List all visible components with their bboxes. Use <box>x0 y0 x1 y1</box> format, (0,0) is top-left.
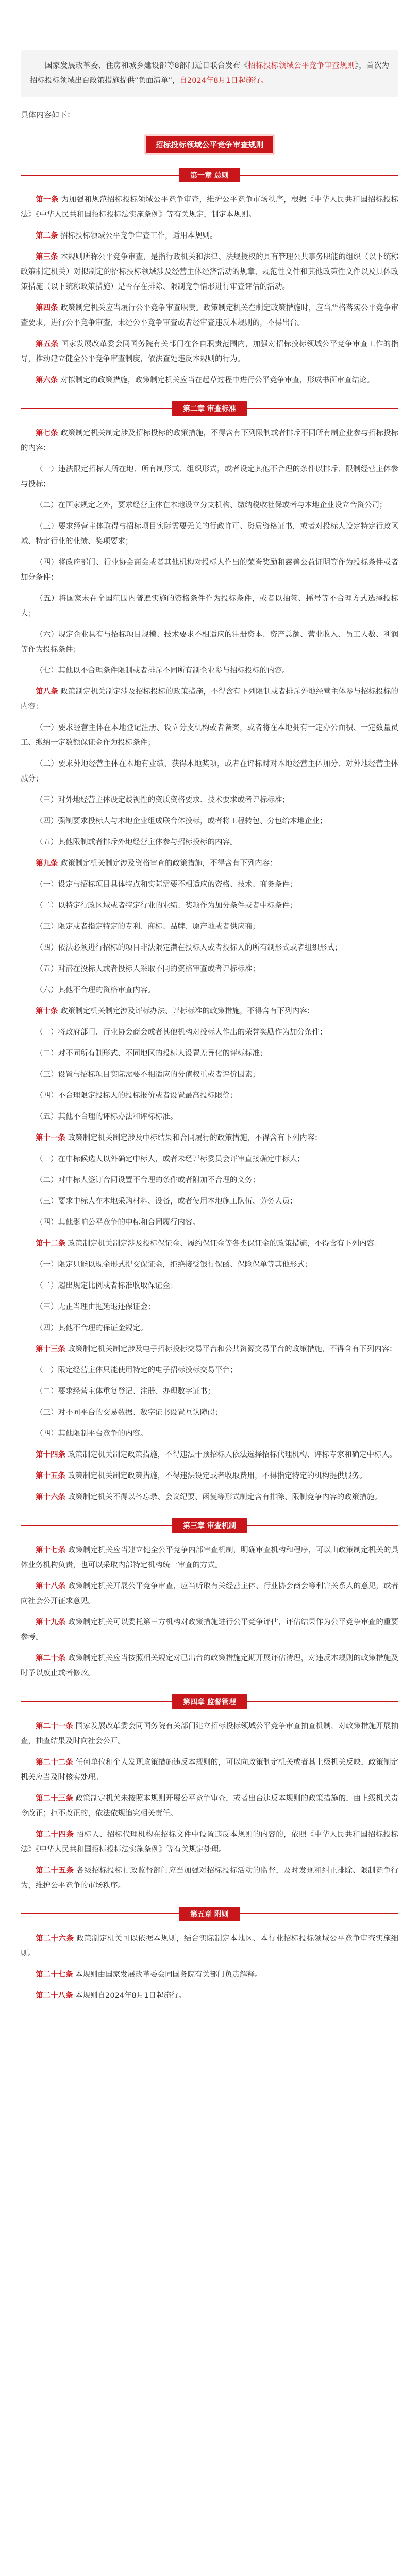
article-number: 第九条 <box>36 859 58 868</box>
article-item <box>21 1215 398 1230</box>
article-text: （二）超出规定比例或者标准收取保证金； <box>36 1282 178 1290</box>
article-text: 政策制定机关不得以备忘录、会议纪要、函复等形式制定含有排除、限制竞争内容的政策措施。 <box>68 1493 382 1501</box>
chapter-heading <box>21 1694 398 1709</box>
article-text: （五）对潜在投标人或者投标人采取不同的资格审查或者评标标准； <box>36 965 260 973</box>
article-text: （二）对中标人签订合同设置不合理的条件或者附加不合理的义务； <box>36 1176 260 1184</box>
article-text: 对拟制定的政策措施，政策制定机关应当在起草过程中进行公平竞争审查，形成书面审查结论。 <box>60 376 375 384</box>
article-text: 政策制定机关制定涉及评标办法、评标标准的政策措施，不得含有下列内容： <box>60 1007 315 1015</box>
article-item <box>21 793 398 808</box>
chapter-heading <box>21 401 398 416</box>
article-number: 第十七条 <box>36 1546 66 1554</box>
chapters-container <box>21 168 398 2004</box>
article-number: 第十五条 <box>36 1472 65 1480</box>
article-text: 政策制定机关制定政策措施，不得违法设定或者收取费用，不得指定特定的机构提供服务。 <box>68 1472 367 1480</box>
divider-line <box>21 1701 172 1702</box>
article-paragraph <box>21 1615 398 1645</box>
article-item <box>21 1258 398 1273</box>
article-text: （三）要求经营主体取得与招标项目实际需要无关的行政许可、资质资格证书，或者对投标人设定特定行政区域、特定行业的业绩、奖项要求； <box>21 522 398 546</box>
article-number: 第二十条 <box>36 1654 66 1663</box>
article-item <box>21 1025 398 1040</box>
article-text: 政策制定机关制定涉及招标投标的政策措施，不得含有下列限制或者排斥外地经营主体参与招标投标的内容： <box>21 688 399 711</box>
article-text: （一）限定只能以现金形式提交保证金，拒绝接受银行保函、保险保单等其他形式； <box>36 1261 312 1269</box>
divider-line <box>21 1913 179 1914</box>
article-text: 政策制定机关制定涉及电子招标投标交易平台和公共资源交易平台的政策措施，不得含有下列内容： <box>68 1345 397 1353</box>
article-text: 政策制定机关应当建立健全公平竞争内部审查机制，明确审查机构和程序，可以由政策制定机关的具体业务机构负责，也可以采取内部特定机构统一审查的方式。 <box>21 1546 399 1569</box>
article-text: （三）设置与招标项目实际需要不相适应的分值权重或者评价因素； <box>36 1071 260 1079</box>
article-item <box>21 664 398 679</box>
article-text: （三）对外地经营主体设定歧视性的资质资格要求、技术要求或者评标标准； <box>36 796 290 804</box>
article-text: （四）其他影响公平竞争的中标和合同履行内容。 <box>36 1218 200 1227</box>
article-number: 第一条 <box>36 196 59 204</box>
article-item <box>21 1300 398 1315</box>
article-number: 第二十五条 <box>36 1867 74 1875</box>
article-text: （一）限定经营主体只能使用特定的电子招标投标交易平台； <box>36 1366 238 1375</box>
article-text: （一）在中标候选人以外确定中标人，或者未经评标委员会评审直接确定中标人； <box>36 1155 305 1163</box>
article-paragraph <box>21 1543 398 1573</box>
article-paragraph <box>21 1989 398 2004</box>
article-item <box>21 1089 398 1104</box>
article-text: 政策制定机关未按照本规则开展公平竞争审查，或者出台违反本规则的政策措施的，由上级机关责令改正；拒不改正的，依法依规追究相关责任。 <box>21 1794 399 1818</box>
article-item <box>21 628 398 657</box>
article-number: 第七条 <box>36 429 58 437</box>
article-paragraph <box>21 1931 398 1961</box>
article-item <box>21 920 398 935</box>
document-title-banner <box>21 134 398 155</box>
document-title: 招标投标领域公平竞争审查规则 <box>144 134 274 155</box>
article-number: 第三条 <box>36 253 58 261</box>
article-paragraph <box>21 1755 398 1785</box>
article-text: （五）其他不合理的评标办法和评标标准。 <box>36 1113 178 1121</box>
article-number: 第十八条 <box>36 1582 66 1590</box>
article-number: 第十四条 <box>36 1451 65 1459</box>
chapter-label: 第二章 审查标准 <box>172 401 247 416</box>
article-item <box>21 1405 398 1420</box>
article-text: （一）违法限定招标人所在地、所有制形式、组织形式，或者设定其他不合理的条件以排斥、限制经营主体参与投标； <box>21 465 398 488</box>
article-text: （四）依法必须进行招标的项目非法限定潜在投标人或者投标人的所有制形式或者组织形式； <box>36 944 342 952</box>
article-paragraph <box>21 1791 398 1821</box>
article-text: （二）以特定行政区域或者特定行业的业绩、奖项作为加分条件或者中标条件； <box>36 902 297 910</box>
article-text: 本规则所称公平竞争审查，是指行政机关和法律、法规授权的具有管理公共事务职能的组织（以下统称政策制定机关）对拟制定的招标投标领域涉及经营主体经济活动的规章、规范性文件和其他政策性文件以及具体政策措施（以下统称政策措施）是否存在排除、限制竞争情形进行审查评估的活动。 <box>21 253 399 291</box>
divider-line <box>21 1525 172 1526</box>
article-number: 第二十二条 <box>36 1758 73 1767</box>
article-text: 政策制定机关制定政策措施，不得违法干预招标人依法选择招标代理机构、评标专家和确定中标人。 <box>68 1451 397 1459</box>
article-number: 第二十六条 <box>36 1935 74 1943</box>
article-text: （四）其他不合理的保证金规定。 <box>36 1324 148 1332</box>
article-paragraph <box>21 301 398 331</box>
article-text: （四）强制要求投标人与本地企业组成联合体投标，或者将工程转包、分包给本地企业； <box>36 817 327 825</box>
article-item <box>21 1363 398 1378</box>
article-text: 政策制定机关应当履行公平竞争审查职责。政策制定机关在制定政策措施时，应当严格落实公平竞争审查要求，进行公平竞争审查，未经公平竞争审查或者经审查违反本规则的，不得出台。 <box>21 304 399 327</box>
article-number: 第八条 <box>36 688 58 696</box>
article-item <box>21 899 398 913</box>
intro-text-prefix: 国家发展改革委、住房和城乡建设部等8部门近日联合发布《 <box>45 62 248 70</box>
article-paragraph <box>21 193 398 223</box>
article-paragraph <box>21 1719 398 1749</box>
article-item <box>21 1279 398 1294</box>
article-item <box>21 1384 398 1399</box>
article-text: （一）设定与招标项目具体特点和实际需要不相适应的资格、技术、商务条件； <box>36 880 297 889</box>
chapter-label: 第五章 附则 <box>179 1907 240 1921</box>
article-number: 第二条 <box>36 232 58 240</box>
article-text: （一）要求经营主体在本地登记注册、设立分支机构或者备案，或者将在本地拥有一定办公面积、一定数量员工、缴纳一定数额保证金作为投标条件； <box>21 724 398 747</box>
lead-text: 具体内容如下： <box>21 110 75 120</box>
article-paragraph <box>21 1004 398 1019</box>
article-text: 政策制定机关可以依据本规则，结合实际制定本地区、本行业招标投标领域公平竞争审查实施细则。 <box>21 1935 399 1958</box>
article-paragraph <box>21 1342 398 1357</box>
article-paragraph <box>21 1579 398 1609</box>
article-number: 第四条 <box>36 304 58 312</box>
article-text: 政策制定机关可以委托第三方机构对政策措施进行公平竞争评估，评估结果作为公平竞争审查的重要参考。 <box>21 1618 399 1641</box>
article-paragraph <box>21 1490 398 1505</box>
divider-line <box>21 175 179 176</box>
article-text: 政策制定机关开展公平竞争审查，应当听取有关经营主体、行业协会商会等利害关系人的意见，或者向社会公开征求意见。 <box>21 1582 399 1605</box>
article-text: 招标人、招标代理机构在招标文件中设置违反本规则的内容的，依照《中华人民共和国招标投标法》《中华人民共和国招标投标法实施条例》等有关规定处理。 <box>21 1831 399 1854</box>
intro-date-highlight: 自2024年8月1日起施行。 <box>179 77 268 85</box>
article-paragraph <box>21 250 398 295</box>
article-paragraph <box>21 1131 398 1146</box>
article-text: 政策制定机关制定涉及投标保证金、履约保证金等各类保证金的政策措施，不得含有下列内容： <box>68 1240 382 1248</box>
article-paragraph <box>21 1968 398 1982</box>
article-item <box>21 1046 398 1061</box>
article-number: 第二十四条 <box>36 1831 74 1839</box>
article-item <box>21 1427 398 1442</box>
article-number: 第十条 <box>36 1007 58 1015</box>
article-text: （六）其他不合理的资格审查内容。 <box>36 986 155 994</box>
intro-title-highlight: 招标投标领域公平竞争审查规则 <box>248 62 355 70</box>
chapter-label: 第一章 总则 <box>179 168 240 182</box>
article-text: （二）对不同所有制形式、不同地区的投标人设置差异化的评标标准； <box>36 1049 267 1058</box>
article-text: （二）在国家规定之外，要求经营主体在本地设立分支机构、缴纳税收社保或者与本地企业设立合资公司； <box>36 501 387 510</box>
article-item <box>21 555 398 585</box>
article-text: 本规则由国家发展改革委会同国务院有关部门负责解释。 <box>75 1971 262 1979</box>
article-paragraph <box>21 1863 398 1893</box>
article-text: （七）其他以不合理条件限制或者排斥不同所有制企业参与招标投标的内容。 <box>36 667 290 675</box>
article-number: 第二十一条 <box>36 1722 73 1731</box>
article-paragraph <box>21 1651 398 1681</box>
divider-line <box>247 1701 398 1702</box>
article-text: （二）要求经营主体重复登记、注册、办理数字证书； <box>36 1387 215 1396</box>
article-number: 第二十八条 <box>36 1992 73 2000</box>
article-item <box>21 721 398 751</box>
article-number: 第十九条 <box>36 1618 66 1626</box>
article-text: 政策制定机关制定涉及中标结果和合同履行的政策措施，不得含有下列内容： <box>68 1134 322 1142</box>
article-item <box>21 1152 398 1167</box>
article-number: 第十六条 <box>36 1493 65 1501</box>
article-text: 任何单位和个人发现政策措施违反本规则的，可以向政策制定机关或者其上级机关反映，政策制定机关应当及时核实处理。 <box>21 1758 399 1782</box>
chapter-label: 第四章 监督管理 <box>172 1694 247 1709</box>
divider-line <box>247 1525 398 1526</box>
chapter-label: 第三章 审查机制 <box>172 1518 247 1533</box>
article-text: 政策制定机关制定涉及资格审查的政策措施，不得含有下列内容： <box>60 859 277 868</box>
article-item <box>21 962 398 977</box>
chapter-heading <box>21 1518 398 1533</box>
article-text: 国家发展改革委会同国务院有关部门建立招标投标领域公平竞争审查抽查机制，对政策措施开展抽查，抽查结果及时向社会公开。 <box>21 1722 399 1745</box>
intro-text-middle: 》，首次为招标投标领域出台政策措施提供“负面清单”， <box>30 62 390 85</box>
article-text: （四）其他限制平台竞争的内容。 <box>36 1430 148 1438</box>
article-item <box>21 519 398 549</box>
chapter-heading <box>21 168 398 182</box>
article-item <box>21 1067 398 1082</box>
article-text: （二）要求外地经营主体在本地有业绩、获得本地奖项，或者在评标时对本地经营主体加分、对外地经营主体减分； <box>21 760 398 783</box>
article-item <box>21 757 398 787</box>
article-text: 政策制定机关制定涉及招标投标的政策措施，不得含有下列限制或者排斥不同所有制企业参与招标投标的内容： <box>21 429 399 452</box>
article-item <box>21 877 398 892</box>
article-text: 为加强和规范招标投标领域公平竞争审查，维护公平竞争市场秩序，根据《中华人民共和国招标投标法》《中华人民共和国招标投标法实施条例》等有关规定，制定本规则。 <box>21 196 399 219</box>
article-number: 第十二条 <box>36 1240 65 1248</box>
article-item <box>21 983 398 998</box>
article-number: 第十一条 <box>36 1134 65 1142</box>
article-text: （三）要求中标人在本地采购材料、设备，或者使用本地施工队伍、劳务人员； <box>36 1197 297 1206</box>
article-item <box>21 462 398 492</box>
article-number: 第六条 <box>36 376 58 384</box>
divider-line <box>247 408 398 409</box>
article-text: 国家发展改革委会同国务院有关部门在各自职责范围内，加强对招标投标领域公平竞争审查工作的指导，推动建立健全公平竞争审查制度，依法查处违反本规则的行为。 <box>21 340 399 363</box>
article-text: （四）将政府部门、行业协会商会或者其他机构对投标人作出的荣誉奖励和慈善公益证明等作为投标条件或者加分条件； <box>21 558 398 582</box>
article-item <box>21 835 398 850</box>
intro-box <box>21 50 398 97</box>
article-paragraph <box>21 1469 398 1484</box>
article-item <box>21 1173 398 1188</box>
article-paragraph <box>21 1236 398 1251</box>
article-text: （六）规定企业具有与招标项目规模、技术要求不相适应的注册资本、资产总额、营业收入、员工人数、利润等作为投标条件； <box>21 631 398 654</box>
article-item <box>21 1321 398 1336</box>
article-paragraph <box>21 1448 398 1463</box>
article-paragraph <box>21 337 398 367</box>
article-paragraph <box>21 229 398 244</box>
article-number: 第二十七条 <box>36 1971 73 1979</box>
article-item <box>21 1110 398 1125</box>
article-text: （一）将政府部门、行业协会商会或者其他机构对投标人作出的荣誉奖励作为加分条件； <box>36 1028 327 1037</box>
article-number: 第十三条 <box>36 1345 65 1353</box>
divider-line <box>240 1913 398 1914</box>
article-text: 各级招标投标行政监督部门应当加强对招标投标活动的监督，及时发现和纠正排除、限制竞争行为，维护公平竞争的市场秩序。 <box>21 1867 399 1890</box>
article-text: 本规则自2024年8月1日起施行。 <box>75 1992 186 2000</box>
article-text: （五）将国家未在全国范围内普遍实施的资格条件作为投标条件，或者以抽签、摇号等不合理方式选择投标人； <box>21 595 398 618</box>
article-paragraph <box>21 1827 398 1857</box>
article-number: 第二十三条 <box>36 1794 73 1803</box>
article-item <box>21 941 398 956</box>
article-item <box>21 814 398 829</box>
article-text: （三）无正当理由拖延退还保证金； <box>36 1303 155 1311</box>
article-paragraph <box>21 856 398 871</box>
article-text: 政策制定机关应当按照相关规定对已出台的政策措施定期开展评估清理，对违反本规则的政策措施及时予以废止或者修改。 <box>21 1654 399 1677</box>
article-item <box>21 591 398 621</box>
article-text: 招标投标领域公平竞争审查工作，适用本规则。 <box>60 232 217 240</box>
article-text: （三）对不同平台的交易数据、数字证书设置互认障碍； <box>36 1409 223 1417</box>
divider-line <box>240 175 398 176</box>
article-item <box>21 1194 398 1209</box>
chapter-heading <box>21 1907 398 1921</box>
article-paragraph <box>21 685 398 715</box>
article-number: 第五条 <box>36 340 59 348</box>
article-text: （五）其他限制或者排斥外地经营主体参与招标投标的内容。 <box>36 838 238 846</box>
article-paragraph <box>21 426 398 456</box>
article-paragraph <box>21 373 398 388</box>
article-text: （四）不合理限定投标人的投标报价或者设置最高投标限价； <box>36 1092 238 1100</box>
article-text: （三）限定或者指定特定的专利、商标、品牌、原产地或者供应商； <box>36 923 260 931</box>
article-item <box>21 498 398 513</box>
divider-line <box>21 408 172 409</box>
